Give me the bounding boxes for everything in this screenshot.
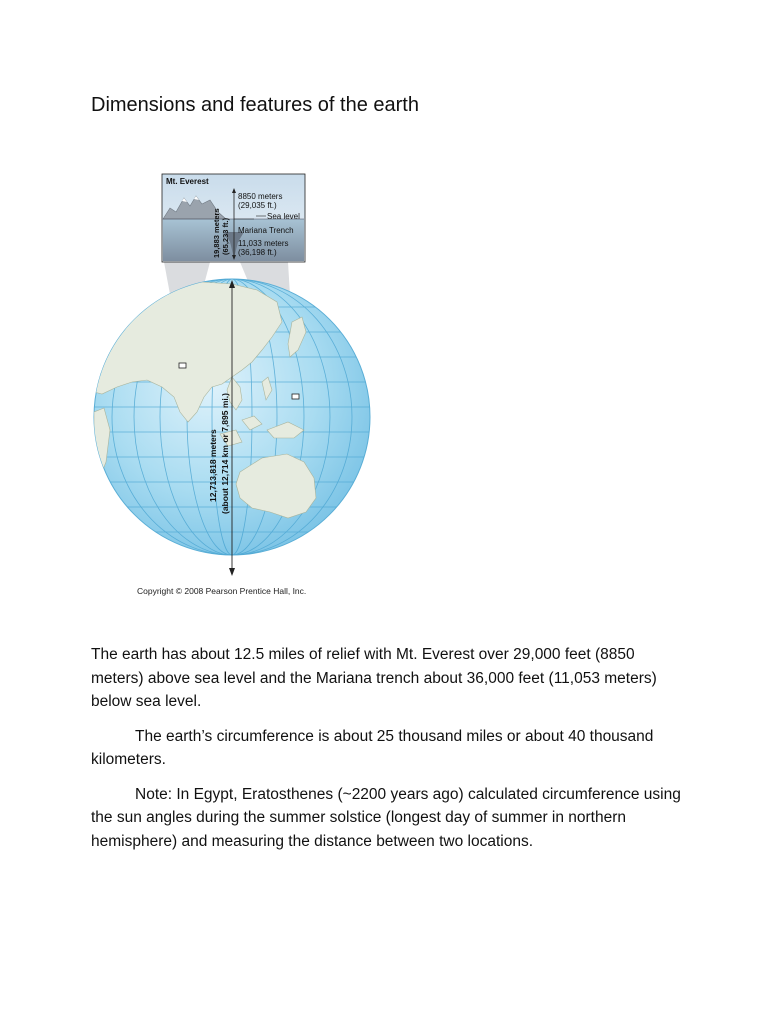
paragraph-eratosthenes: Note: In Egypt, Eratosthenes (~2200 years ago) calculated circumference using the sun angles during the summer solstice (longest day of summer in northern hemisphere) and measuring the distance between two locations. [91, 785, 681, 850]
label-trench: Mariana Trench [238, 226, 294, 235]
globe-diameter-km-mi: (about 12,714 km or 7,895 mi.) [220, 393, 230, 514]
body-text [91, 643, 691, 864]
page-title: Dimensions and features of the earth [91, 94, 419, 116]
trench-depth-ft: (36,198 ft.) [238, 248, 277, 257]
earth-figure [92, 172, 382, 602]
earth-diagram [92, 172, 382, 602]
globe-diameter-m: 12,713,818 meters [208, 429, 218, 502]
label-everest: Mt. Everest [166, 177, 209, 186]
paragraph-circumference: The earth’s circumference is about 25 thousand miles or about 40 thousand kilometers. [91, 727, 654, 768]
everest-height-m: 8850 meters [238, 192, 283, 201]
paragraph-relief: The earth has about 12.5 miles of relief with Mt. Everest over 29,000 feet (8850 meters) above sea level and the Mariana trench about 36,000 feet (11,053 meters) below sea level. [91, 646, 657, 710]
trench-marker [292, 394, 299, 399]
total-relief-ft: (65,233 ft.) [221, 217, 230, 255]
copyright: Copyright © 2008 Pearson Prentice Hall, Inc. [137, 586, 307, 596]
everest-marker [179, 363, 186, 368]
globe [92, 279, 382, 555]
trench-depth-m: 11,033 meters [238, 239, 289, 248]
total-relief-m: 19,883 meters [212, 208, 221, 258]
elevation-inset [162, 174, 305, 262]
sea-level-label: Sea level [267, 212, 300, 221]
everest-height-ft: (29,035 ft.) [238, 201, 277, 210]
